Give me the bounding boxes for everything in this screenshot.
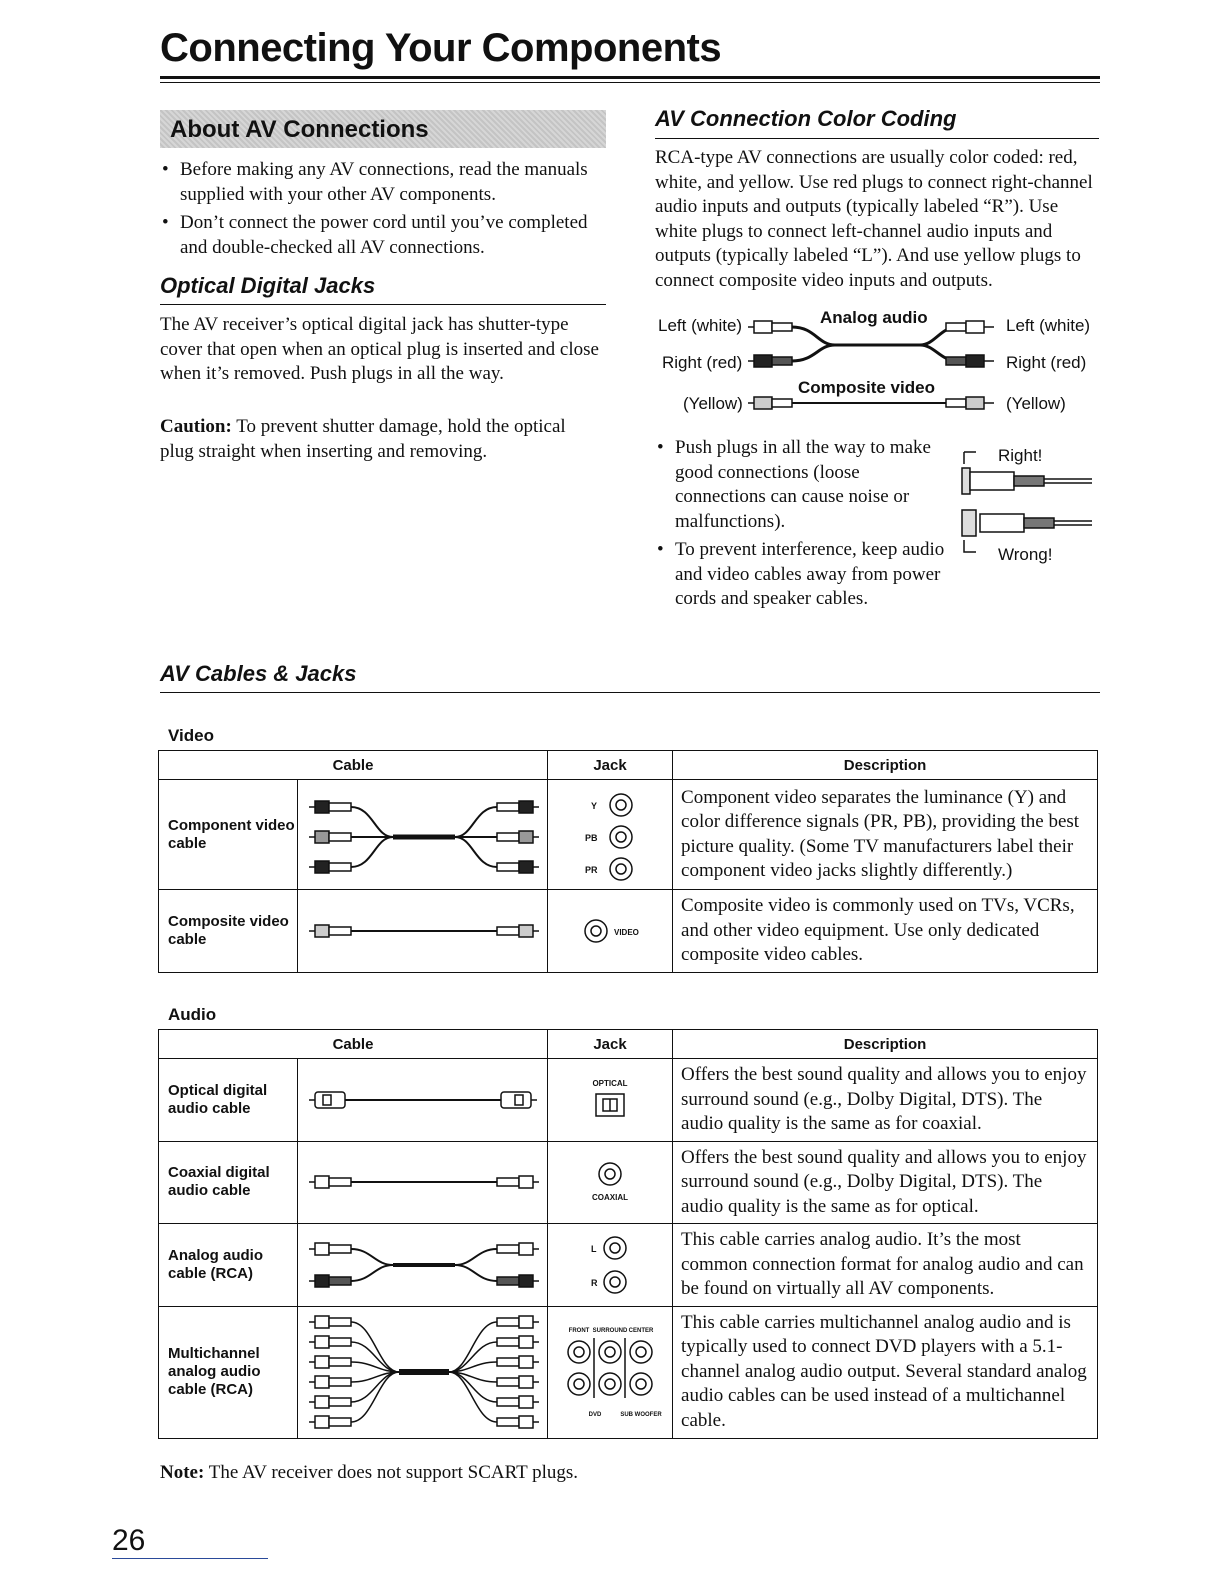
optical-cable-name: Optical digital audio cable (159, 1059, 298, 1142)
note-text: The AV receiver does not support SCART plugs. (204, 1462, 579, 1483)
jack-label-optical: OPTICAL (592, 1078, 628, 1088)
component-jack (548, 780, 673, 890)
col-desc: Description (673, 751, 1098, 780)
multichannel-cable-illustration (298, 1306, 548, 1438)
cables-rule (160, 692, 1100, 693)
optical-cable-illustration (298, 1059, 548, 1142)
jack-label-l: L (591, 1243, 597, 1254)
jack-label-dvd: DVD (588, 1412, 602, 1418)
table-header-row (159, 751, 1098, 780)
diag-right-red: Right (red) (662, 353, 743, 372)
cables-heading: AV Cables & Jacks (160, 661, 357, 686)
note-label: Note: (160, 1462, 205, 1483)
optical-jack (548, 1059, 673, 1142)
color-coding-text: RCA-type AV connections are usually color coded: red, white, and yellow. Use red plugs to connect right-channel audio inputs and outputs (typically labeled “R”). Use white plugs to connect left-channel audio inputs and outputs (typically labeled “L”). And use yellow plugs to connect composite video inputs and outputs. (655, 147, 1093, 291)
jack-label-sub-woofer: SUB WOOFER (620, 1412, 662, 1418)
col-cable: Cable (159, 1030, 548, 1059)
optical-text: The AV receiver’s optical digital jack has shutter-type cover that open when an optical plug is inserted and close when it’s removed. Push plugs in all the way. (160, 314, 599, 384)
jack-label-pr: PR (585, 864, 598, 875)
multichannel-jack (548, 1306, 673, 1438)
diag-composite-label: Composite video (798, 378, 935, 397)
table-row (159, 1141, 1098, 1224)
page-title: Connecting Your Components (160, 26, 722, 70)
coaxial-cable-illustration (298, 1141, 548, 1224)
right-label: Right! (998, 446, 1043, 465)
col-jack: Jack (548, 751, 673, 780)
composite-jack (548, 890, 673, 973)
table-row (159, 890, 1098, 973)
composite-cable-illustration (298, 890, 548, 973)
caution-label: Caution: (160, 416, 232, 437)
page-number: 26 (112, 1524, 146, 1557)
analog-cable-illustration (298, 1224, 548, 1307)
col-cable: Cable (159, 751, 548, 780)
audio-table (158, 1029, 1098, 1439)
jack-label-r: R (591, 1277, 598, 1288)
right-wrong-diagram (958, 450, 1098, 560)
list-item: • Push plugs in all the way to make good connections (loose connections can cause noise or malfunctions). (655, 436, 955, 534)
coaxial-cable-name: Coaxial digital audio cable (159, 1141, 298, 1224)
component-name: Component video cable (159, 780, 298, 890)
audio-label: Audio (168, 1005, 217, 1024)
caution-body: To prevent shutter damage, hold the optical plug straight when inserting and removing. (160, 416, 566, 462)
component-desc: Component video separates the luminance (Y) and color difference signals (PR, PB), providing the best picture quality. (Some TV manufacturers label their component video jacks slightly differently.) (673, 780, 1098, 890)
list-item: • Before making any AV connections, read the manuals supplied with your other AV components. (160, 158, 610, 207)
color-coding-heading: AV Connection Color Coding (655, 106, 957, 131)
jack-label-pb: PB (585, 832, 598, 843)
about-heading-bar (160, 110, 606, 148)
coaxial-cable-desc: Offers the best sound quality and allows you to enjoy surround sound (e.g., Dolby Digital, DTS). The audio quality is the same as for optical. (673, 1141, 1098, 1224)
note (160, 1462, 578, 1484)
component-cable-illustration (298, 780, 548, 890)
coaxial-jack (548, 1141, 673, 1224)
caution-text (160, 415, 600, 464)
optical-heading: Optical Digital Jacks (160, 273, 376, 298)
diag-yellow-right: (Yellow) (1006, 394, 1066, 413)
about-heading: About AV Connections (170, 116, 429, 143)
list-item: • Don’t connect the power cord until you’ve completed and double-checked all AV connections. (160, 211, 610, 260)
video-label: Video (168, 726, 214, 745)
multichannel-cable-name: Multichannel analog audio cable (RCA) (159, 1306, 298, 1438)
composite-name: Composite video cable (159, 890, 298, 973)
diag-left-white-right: Left (white) (1006, 316, 1091, 335)
list-item: • To prevent interference, keep audio and video cables away from power cords and speaker cables. (655, 538, 955, 612)
table-header-row (159, 1030, 1098, 1059)
color-coding-rule (655, 138, 1099, 139)
video-table (158, 750, 1098, 973)
diag-right-red-right: Right (red) (1006, 353, 1087, 372)
diag-left-white: Left (white) (658, 316, 743, 335)
analog-cable-desc: This cable carries analog audio. It’s the most common connection format for analog audio and can be found on virtually all AV components. (673, 1224, 1098, 1307)
col-desc: Description (673, 1030, 1098, 1059)
jack-label-front: FRONT (568, 1328, 590, 1334)
optical-rule (160, 304, 606, 305)
multichannel-cable-desc: This cable carries multichannel analog audio and is typically used to connect DVD players with a 5.1-channel analog audio output. Several standard analog audio cables can be used instead of a multichannel cable. (673, 1306, 1098, 1438)
jack-label-center: CENTER (628, 1328, 654, 1334)
jack-label-surround: SURROUND (592, 1328, 628, 1334)
jack-label-y: Y (591, 800, 598, 811)
table-row (159, 1224, 1098, 1307)
table-row (159, 1059, 1098, 1142)
jack-label-coaxial: COAXIAL (592, 1193, 629, 1203)
optical-cable-desc: Offers the best sound quality and allows you to enjoy surround sound (e.g., Dolby Digital, DTS). The audio quality is the same as for coaxial. (673, 1059, 1098, 1142)
title-rule-thin (160, 82, 1100, 83)
table-row (159, 1306, 1098, 1438)
diag-analog-label: Analog audio (820, 308, 928, 327)
composite-desc: Composite video is commonly used on TVs, VCRs, and other video equipment. Use only dedicated composite video cables. (673, 890, 1098, 973)
title-rule (160, 76, 1100, 79)
page-number-rule (112, 1558, 268, 1559)
diag-yellow-left: (Yellow) (683, 394, 743, 413)
col-jack: Jack (548, 1030, 673, 1059)
analog-jack (548, 1224, 673, 1307)
about-bullets (160, 158, 610, 264)
table-row (159, 780, 1098, 890)
color-coding-bullets (655, 436, 955, 616)
analog-cable-name: Analog audio cable (RCA) (159, 1224, 298, 1307)
wrong-label: Wrong! (998, 545, 1053, 564)
jack-label-video: VIDEO (614, 927, 639, 937)
